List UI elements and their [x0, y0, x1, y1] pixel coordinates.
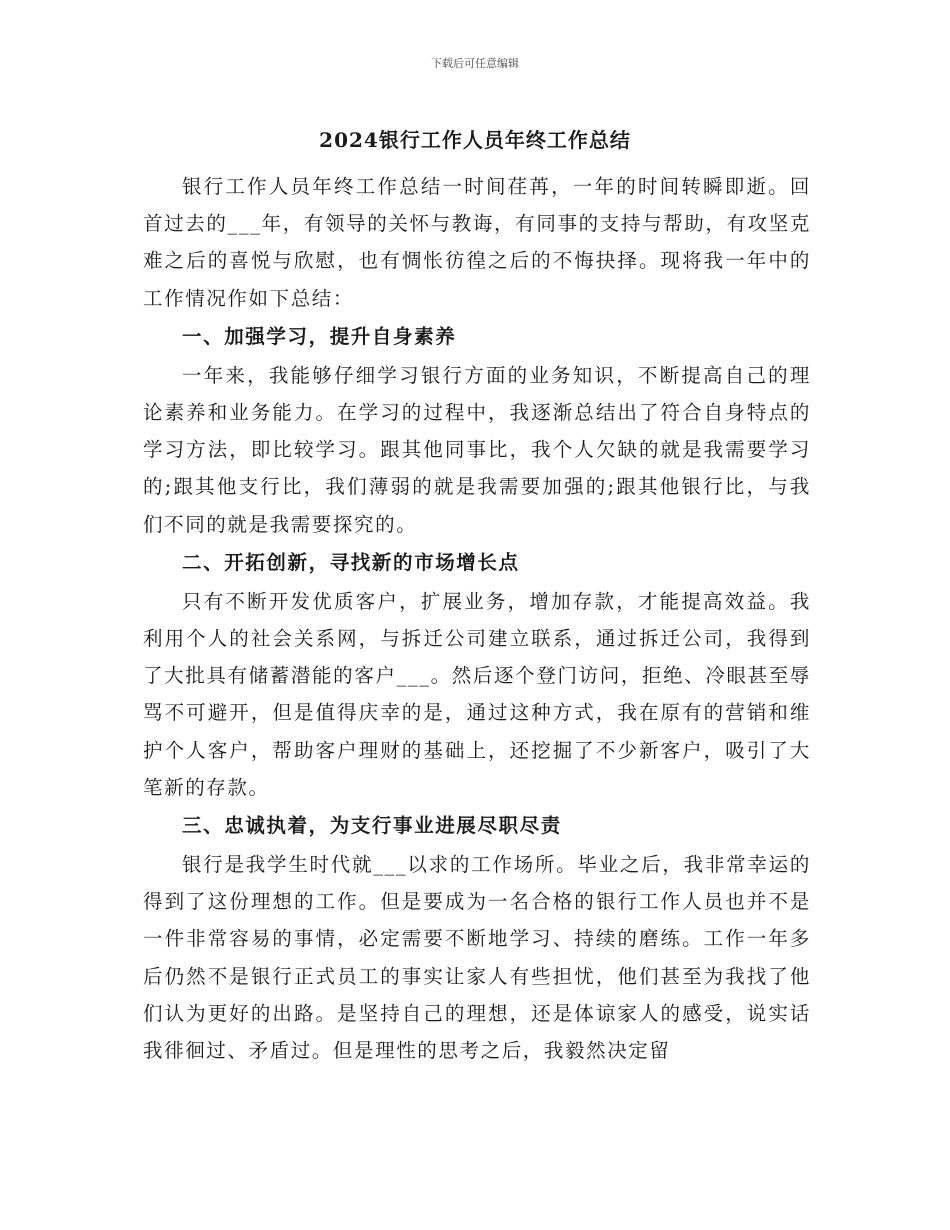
document-title: 2024银行工作人员年终工作总结: [319, 128, 631, 152]
section-paragraph: 一年来，我能够仔细学习银行方面的业务知识，不断提高自己的理论素养和业务能力。在学习的过程中，我逐渐总结出了符合自身特点的学习方法，即比较学习。跟其他同事比，我个人欠缺的就是我需要学习的;跟其他支行比，我们薄弱的就是我需要加强的;跟其他银行比，与我们不同的就是我需要探究的。: [143, 363, 811, 536]
section-paragraph: 只有不断开发优质客户，扩展业务，增加存款，才能提高效益。我利用个人的社会关系网，与拆迁公司建立联系，通过拆迁公司，我得到了大批具有储蓄潜能的客户___。然后逐个登门访问，拒绝、冷眼甚至辱骂不可避开，但是值得庆幸的是，通过这种方式，我在原有的营销和维护个人客户，帮助客户理财的基础上，还挖掘了不少新客户，吸引了大笔新的存款。: [143, 589, 811, 799]
section-heading: 二、开拓创新，寻找新的市场增长点: [182, 550, 520, 574]
section-heading: 一、加强学习，提升自身素养: [182, 324, 457, 348]
section-paragraph: 银行是我学生时代就___以求的工作场所。毕业之后，我非常幸运的得到了这份理想的工作。但是要成为一名合格的银行工作人员也并不是一件非常容易的事情，必定需要不断地学习、持续的磨练。工作一年多后仍然不是银行正式员工的事实让家人有些担忧，他们甚至为我找了他们认为更好的出路。是坚持自己的理想，还是体谅家人的感受，说实话我徘徊过、矛盾过。但是理性的思考之后，我毅然决定留: [143, 853, 811, 1063]
section-heading: 三、忠诚执着，为支行事业进展尽职尽责: [182, 814, 562, 838]
header-note: 下载后可任意编辑: [431, 57, 519, 70]
document-body: [143, 168, 811, 1069]
intro-paragraph: 银行工作人员年终工作总结一时间荏苒，一年的时间转瞬即逝。回首过去的___年，有领导的关怀与教诲，有同事的支持与帮助，有攻坚克难之后的喜悦与欣慰，也有惆怅彷徨之后的不悔抉择。现将我一年中的工作情况作如下总结：: [143, 175, 811, 310]
